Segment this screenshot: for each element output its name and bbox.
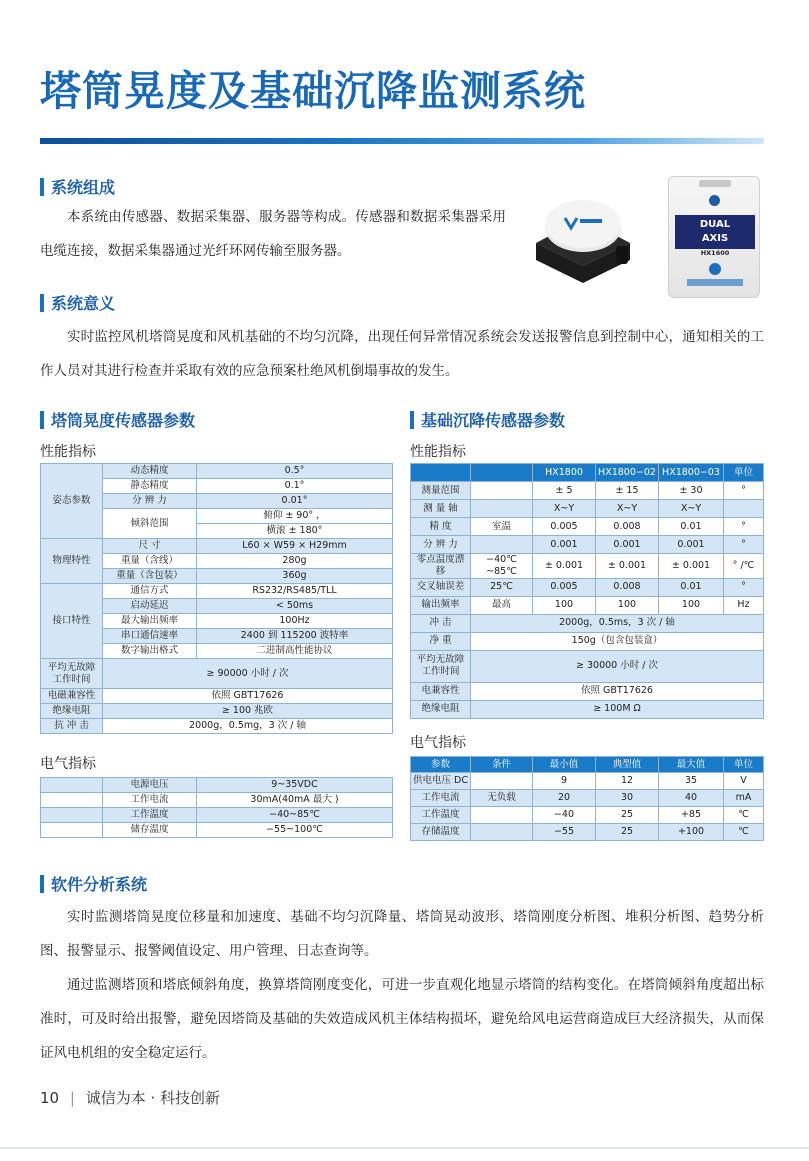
cell: ± 0.001 <box>659 554 724 579</box>
heading-marker <box>410 411 414 429</box>
param-cell: 数字输出格式 <box>103 644 197 659</box>
value-cell: ≥ 100M Ω <box>471 700 764 718</box>
header-cell <box>471 464 533 482</box>
footer-separator: | <box>69 1089 75 1107</box>
tilt-perf-label: 性能指标 <box>40 444 96 460</box>
table-row <box>41 704 393 719</box>
header-cell: 条件 <box>471 757 533 773</box>
blank-cell <box>41 808 103 823</box>
param-cell: 重量（含线） <box>103 554 197 569</box>
table-row <box>41 719 393 734</box>
table-row <box>41 778 393 793</box>
table-row <box>41 539 393 554</box>
cell: −40 <box>533 807 596 824</box>
group-cell: 接口特性 <box>41 584 103 659</box>
cell <box>471 773 533 790</box>
heading-text: 系统意义 <box>51 294 116 313</box>
param-line1: 平均无故障 <box>416 654 465 666</box>
cell <box>471 482 533 500</box>
cell: −40℃ ~85℃ <box>471 554 533 579</box>
param-cell: 启动延迟 <box>103 599 197 614</box>
param-cell <box>411 650 471 682</box>
cell: 供电电压 DC <box>411 773 471 790</box>
device-brand-bar <box>687 279 743 286</box>
value-cell: 依照 GBT17626 <box>103 689 393 704</box>
cell: 9 <box>533 773 596 790</box>
footer-divider <box>0 1147 809 1149</box>
cell: ± 30 <box>659 482 724 500</box>
param-cell: 抗 冲 击 <box>41 719 103 734</box>
page-number: 10 <box>40 1089 60 1107</box>
cell: 12 <box>596 773 659 790</box>
param-cell: 分 辨 力 <box>103 494 197 509</box>
cell: 20 <box>533 790 596 807</box>
param-cell: 工作电流 <box>103 793 197 808</box>
cell: 0.001 <box>596 536 659 554</box>
heading-marker <box>40 411 44 429</box>
device-label-panel <box>675 215 755 249</box>
page-title: 塔筒晃度及基础沉降监测系统 <box>40 67 586 115</box>
param-cell: 绝缘电阻 <box>41 704 103 719</box>
header-cell: 单位 <box>724 464 764 482</box>
param-cell: 电兼容性 <box>411 682 471 700</box>
header-cell: 最大值 <box>659 757 724 773</box>
cell: 0.005 <box>533 578 596 596</box>
param-cell: 绝缘电阻 <box>411 700 471 718</box>
cell: 0.005 <box>533 518 596 536</box>
cell: 25℃ <box>471 578 533 596</box>
blank-cell <box>41 778 103 793</box>
param-line2: 工作时间 <box>52 673 91 685</box>
device-logo-icon <box>709 263 721 275</box>
device-label-line1: DUAL <box>699 219 731 230</box>
tilt-elec-label: 电气指标 <box>40 756 96 772</box>
value-cell: ≥ 100 兆欧 <box>103 704 393 719</box>
value-cell: 2000g，0.5ms，3 次 / 轴 <box>471 614 764 632</box>
cell: X~Y <box>596 500 659 518</box>
value-cell: −55~100℃ <box>197 823 393 838</box>
table-row <box>411 554 764 579</box>
cell: ± 15 <box>596 482 659 500</box>
cell <box>471 536 533 554</box>
cell: +100 <box>659 824 724 841</box>
param-cell: 最大输出频率 <box>103 614 197 629</box>
value-cell: 0.01° <box>197 494 393 509</box>
param-cell: 通信方式 <box>103 584 197 599</box>
heading-text: 软件分析系统 <box>51 875 148 894</box>
cell <box>471 824 533 841</box>
cell: ℃ <box>724 824 764 841</box>
param-cell: 倾斜范围 <box>103 509 197 539</box>
value-cell: 280g <box>197 554 393 569</box>
table-row <box>41 808 393 823</box>
cell: ± 5 <box>533 482 596 500</box>
value-cell: 150g（包含包装盒） <box>471 632 764 650</box>
cell: 测 量 轴 <box>411 500 471 518</box>
cell: ° /℃ <box>724 554 764 579</box>
table-row <box>41 689 393 704</box>
param-cell: 静态精度 <box>103 479 197 494</box>
cell: 100 <box>596 596 659 614</box>
value-cell: 俯仰 ± 90° ， <box>197 509 393 524</box>
settle-electrical-table <box>410 756 764 841</box>
group-cell: 物理特性 <box>41 539 103 584</box>
cell: −55 <box>533 824 596 841</box>
param-cell: 净 重 <box>411 632 471 650</box>
page-footer <box>40 1087 220 1108</box>
header-cell: 最小值 <box>533 757 596 773</box>
heading-text: 系统组成 <box>51 178 116 197</box>
cell: 工作温度 <box>411 807 471 824</box>
tilt-performance-table <box>40 463 393 734</box>
heading-marker <box>40 875 44 893</box>
value-cell: 2400 到 115200 波特率 <box>197 629 393 644</box>
cell: ° <box>724 518 764 536</box>
table-row <box>411 518 764 536</box>
section-heading-software <box>40 872 147 895</box>
cell: ± 0.001 <box>596 554 659 579</box>
cell: 测量范围 <box>411 482 471 500</box>
table-row <box>41 584 393 599</box>
cell: 40 <box>659 790 724 807</box>
title-underline <box>40 138 764 144</box>
table-row <box>41 823 393 838</box>
cell: 0.001 <box>533 536 596 554</box>
header-cell: 典型值 <box>596 757 659 773</box>
header-cell: HX1800 <box>533 464 596 482</box>
param-cell: 电源电压 <box>103 778 197 793</box>
section-heading-significance <box>40 291 115 314</box>
table-row <box>411 773 764 790</box>
cell: Hz <box>724 596 764 614</box>
cell: 0.008 <box>596 518 659 536</box>
table-row <box>411 632 764 650</box>
cell <box>471 807 533 824</box>
value-cell: 0.5° <box>197 464 393 479</box>
param-cell: 尺 寸 <box>103 539 197 554</box>
table-row <box>411 500 764 518</box>
value-cell: 0.1° <box>197 479 393 494</box>
section-heading-settlement <box>410 408 565 431</box>
param-line2: 工作时间 <box>421 666 460 678</box>
table-row <box>411 807 764 824</box>
software-paragraph-1: 实时监测塔筒晃度位移量和加速度、基础不均匀沉降量、塔筒晃动波形、塔筒刚度分析图、堆积分析图、趋势分析图、报警显示、报警阈值设定、用户管理、日志查询等。 <box>40 909 764 959</box>
cell: X~Y <box>533 500 596 518</box>
header-cell <box>411 464 471 482</box>
section-heading-composition <box>40 175 115 198</box>
cell: 0.01 <box>659 578 724 596</box>
table-row <box>411 682 764 700</box>
value-cell: 30mA(40mA 最大 ) <box>197 793 393 808</box>
table-row <box>41 464 393 479</box>
inclinometer-device-image <box>528 188 638 283</box>
cell: 100 <box>533 596 596 614</box>
value-cell: 9~35VDC <box>197 778 393 793</box>
header-cell: HX1800−03 <box>659 464 724 482</box>
value-cell: ≥ 30000 小时 / 次 <box>471 650 764 682</box>
header-cell: 参数 <box>411 757 471 773</box>
cell: 工作电流 <box>411 790 471 807</box>
tilt-electrical-table <box>40 777 393 838</box>
cell: 存储温度 <box>411 824 471 841</box>
value-cell: 100Hz <box>197 614 393 629</box>
device-model: HX1600 <box>700 249 730 257</box>
cell: 0.01 <box>659 518 724 536</box>
cell: 0.008 <box>596 578 659 596</box>
blank-cell <box>41 823 103 838</box>
value-cell: RS232/RS485/TLL <box>197 584 393 599</box>
table-row <box>41 659 393 674</box>
cell: 精 度 <box>411 518 471 536</box>
value-cell: 依照 GBT17626 <box>471 682 764 700</box>
value-cell: ≥ 90000 小时 / 次 <box>103 659 393 689</box>
cell: 零点温度漂移 <box>411 554 471 579</box>
cell: 无负载 <box>471 790 533 807</box>
significance-paragraph: 实时监控风机塔筒晃度和风机基础的不均匀沉降，出现任何异常情况系统会发送报警信息到控制中心，通知相关的工作人员对其进行检查并采取有效的应急预案杜绝风机倒塌事故的发生。 <box>40 329 764 379</box>
cell: 100 <box>659 596 724 614</box>
table-row <box>411 824 764 841</box>
heading-text: 基础沉降传感器参数 <box>421 411 566 430</box>
value-cell: L60 × W59 × H29mm <box>197 539 393 554</box>
table-row <box>411 596 764 614</box>
cell: X~Y <box>659 500 724 518</box>
table-header-row <box>411 464 764 482</box>
header-cell: 单位 <box>724 757 764 773</box>
param-line1: 平均无故障 <box>47 661 96 673</box>
heading-marker <box>40 294 44 312</box>
device-led-icon <box>709 195 720 206</box>
table-row <box>411 650 764 682</box>
device-label-line2: AXIS <box>701 233 729 244</box>
cell: 最高 <box>471 596 533 614</box>
blank-cell <box>41 793 103 808</box>
cell <box>471 500 533 518</box>
cell: ° <box>724 536 764 554</box>
device-top-clip <box>699 180 731 187</box>
cell: ℃ <box>724 807 764 824</box>
settle-performance-table <box>410 463 764 719</box>
cell: ± 0.001 <box>533 554 596 579</box>
cell: 35 <box>659 773 724 790</box>
value-cell: 2000g，0.5mg，3 次 / 轴 <box>103 719 393 734</box>
cell: mA <box>724 790 764 807</box>
composition-paragraph: 本系统由传感器、数据采集器、服务器等构成。传感器和数据采集器采用电缆连接，数据采集器通过光纤环网传输至服务器。 <box>40 209 506 259</box>
settle-perf-label: 性能指标 <box>410 444 466 460</box>
heading-text: 塔筒晃度传感器参数 <box>51 411 196 430</box>
cell: 25 <box>596 807 659 824</box>
cell: 室温 <box>471 518 533 536</box>
cell: 输出频率 <box>411 596 471 614</box>
table-row <box>411 700 764 718</box>
cell: 0.001 <box>659 536 724 554</box>
cell: +85 <box>659 807 724 824</box>
cell: 30 <box>596 790 659 807</box>
param-cell: 串口通信速率 <box>103 629 197 644</box>
table-row <box>411 482 764 500</box>
footer-slogan: 诚信为本 · 科技创新 <box>85 1089 221 1107</box>
table-row <box>411 614 764 632</box>
param-cell: 重量（含包装） <box>103 569 197 584</box>
value-cell: −40~85℃ <box>197 808 393 823</box>
param-cell: 电磁兼容性 <box>41 689 103 704</box>
section-heading-tilt <box>40 408 195 431</box>
value-cell: 横滚 ± 180° <box>197 524 393 539</box>
cell: 25 <box>596 824 659 841</box>
cell: 交叉轴误差 <box>411 578 471 596</box>
software-paragraph-2: 通过监测塔顶和塔底倾斜角度，换算塔筒刚度变化，可进一步直观化地显示塔筒的结构变化。在塔筒倾斜角度超出标准时，可及时给出报警，避免因塔筒及基础的失效造成风机主体结构损坏，避免给风电运营商造成巨大经济损失，从而保证风电机组的安全稳定运行。 <box>40 977 764 1061</box>
table-row <box>411 790 764 807</box>
cell: 分 辨 力 <box>411 536 471 554</box>
param-cell <box>41 659 103 689</box>
table-row <box>411 578 764 596</box>
group-cell: 姿态参数 <box>41 464 103 539</box>
table-row <box>411 536 764 554</box>
param-cell: 储存温度 <box>103 823 197 838</box>
value-cell: < 50ms <box>197 599 393 614</box>
cell: ° <box>724 482 764 500</box>
param-cell: 冲 击 <box>411 614 471 632</box>
param-cell: 动态精度 <box>103 464 197 479</box>
heading-marker <box>40 178 44 196</box>
cell: V <box>724 773 764 790</box>
cell: ° <box>724 578 764 596</box>
table-header-row <box>411 757 764 773</box>
value-cell: 二进制高性能协议 <box>197 644 393 659</box>
value-cell: 360g <box>197 569 393 584</box>
header-cell: HX1800−02 <box>596 464 659 482</box>
settle-elec-label: 电气指标 <box>410 735 466 751</box>
param-cell: 工作温度 <box>103 808 197 823</box>
dual-axis-device-image <box>668 176 760 298</box>
cell <box>724 500 764 518</box>
table-row <box>41 793 393 808</box>
